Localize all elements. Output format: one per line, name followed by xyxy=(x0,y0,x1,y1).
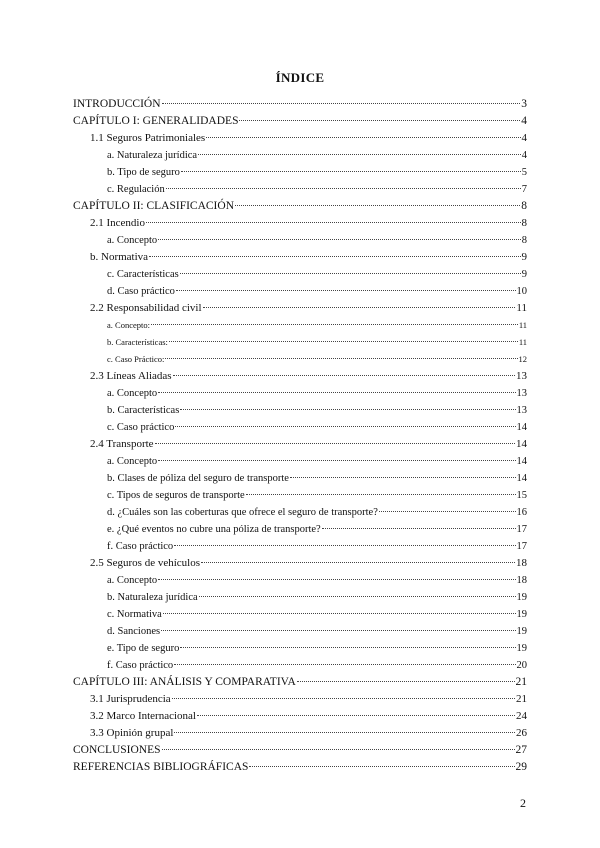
toc-entry-label: c. Regulación xyxy=(107,184,165,195)
dot-leader xyxy=(246,493,516,495)
toc-entry-label: c. Tipos de seguros de transporte xyxy=(107,490,245,501)
page-title: ÍNDICE xyxy=(275,70,325,85)
toc-entry-page: 8 xyxy=(521,217,527,229)
toc-entry-page: 4 xyxy=(521,115,527,127)
toc-entry-label: b. Clases de póliza del seguro de transporte xyxy=(107,473,289,484)
toc-entry[interactable] xyxy=(107,351,527,368)
toc-entry-page: 29 xyxy=(515,761,527,773)
dot-leader xyxy=(166,187,521,189)
toc-entry[interactable] xyxy=(73,96,527,113)
toc-entry-page: 19 xyxy=(516,609,527,620)
toc-entry-page: 11 xyxy=(518,337,527,347)
toc-entry[interactable] xyxy=(107,266,527,283)
toc-entry[interactable] xyxy=(90,130,527,147)
dot-leader xyxy=(158,459,515,461)
toc-entry[interactable] xyxy=(107,589,527,606)
dot-leader xyxy=(249,765,514,767)
toc-entry-page: 13 xyxy=(516,405,527,416)
toc-entry-label: e. Tipo de seguro xyxy=(107,643,180,654)
toc-entry-page: 17 xyxy=(516,524,527,535)
toc-entry[interactable] xyxy=(90,725,527,742)
dot-leader xyxy=(174,544,515,546)
dot-leader xyxy=(180,272,521,274)
toc-entry-page: 12 xyxy=(518,354,527,364)
dot-leader xyxy=(290,476,516,478)
toc-entry[interactable] xyxy=(107,572,527,589)
dot-leader xyxy=(149,255,520,257)
toc-entry-label: b. Naturaleza jurídica xyxy=(107,592,198,603)
toc-entry[interactable] xyxy=(107,487,527,504)
toc-entry-page: 14 xyxy=(516,456,527,467)
toc-entry-page: 20 xyxy=(516,660,527,671)
dot-leader xyxy=(199,595,516,597)
dot-leader xyxy=(176,289,516,291)
toc-entry-label: b. Características: xyxy=(107,337,168,347)
toc-entry-label: 1.1 Seguros Patrimoniales xyxy=(90,132,206,144)
toc-entry-page: 5 xyxy=(521,167,527,178)
toc-entry-label: d. Caso práctico xyxy=(107,286,175,297)
toc-entry-label: REFERENCIAS BIBLIOGRÁFICAS xyxy=(73,761,249,773)
toc-entry-label: d. ¿Cuáles son las coberturas que ofrece el seguro de transporte? xyxy=(107,507,378,518)
dot-leader xyxy=(174,731,515,733)
dot-leader xyxy=(162,748,515,750)
toc-entry[interactable] xyxy=(90,708,527,725)
toc-entry[interactable] xyxy=(90,300,527,317)
toc-entry[interactable] xyxy=(107,164,527,181)
toc-entry-label: 2.3 Líneas Aliadas xyxy=(90,370,172,382)
toc-entry-page: 10 xyxy=(516,286,527,297)
toc-entry-page: 19 xyxy=(516,643,527,654)
dot-leader xyxy=(158,391,515,393)
toc-entry[interactable] xyxy=(107,419,527,436)
toc-entry[interactable] xyxy=(73,674,527,691)
dot-leader xyxy=(173,374,515,376)
toc-entry[interactable] xyxy=(73,759,527,776)
toc-entry-label: 2.1 Incendio xyxy=(90,217,145,229)
dot-leader xyxy=(235,204,520,206)
toc-entry-label: 2.2 Responsabilidad civil xyxy=(90,302,202,314)
dot-leader xyxy=(197,714,515,716)
toc-entry-page: 19 xyxy=(516,592,527,603)
toc-entry-label: b. Tipo de seguro xyxy=(107,167,180,178)
dot-leader xyxy=(297,680,515,682)
toc-entry-page: 11 xyxy=(516,302,527,314)
toc-entry[interactable] xyxy=(90,691,527,708)
toc-entry-page: 9 xyxy=(521,251,527,263)
dot-leader xyxy=(155,442,515,444)
toc-entry[interactable] xyxy=(107,385,527,402)
toc-entry[interactable] xyxy=(90,555,527,572)
toc-entry-label: 2.5 Seguros de vehículos xyxy=(90,557,200,569)
toc-entry[interactable] xyxy=(90,436,527,453)
toc-entry[interactable] xyxy=(107,657,527,674)
dot-leader xyxy=(239,119,520,121)
toc-entry-label: f. Caso práctico xyxy=(107,541,174,552)
toc-entry-label: c. Caso Práctico: xyxy=(107,354,165,364)
dot-leader xyxy=(163,612,516,614)
toc-entry-page: 11 xyxy=(518,320,527,330)
toc-entry[interactable] xyxy=(107,521,527,538)
toc-entry[interactable] xyxy=(107,623,527,640)
toc-entry[interactable] xyxy=(90,215,527,232)
toc-entry-page: 9 xyxy=(521,269,527,280)
toc-entry[interactable] xyxy=(107,606,527,623)
toc-entry-label: a. Naturaleza jurídica xyxy=(107,150,198,161)
toc-entry-label: d. Sanciones xyxy=(107,626,161,637)
toc-entry-label: 3.3 Opinión grupal xyxy=(90,727,174,739)
toc-entry-label: f. Caso práctico xyxy=(107,660,174,671)
toc-entry-page: 26 xyxy=(516,727,527,739)
toc-entry[interactable] xyxy=(107,453,527,470)
dot-leader xyxy=(162,102,521,104)
toc-entry[interactable] xyxy=(107,334,527,351)
toc-entry-label: a. Concepto xyxy=(107,575,158,586)
toc-entry[interactable] xyxy=(90,368,527,385)
toc-entry[interactable] xyxy=(73,742,527,759)
dot-leader xyxy=(158,578,515,580)
dot-leader xyxy=(146,221,521,223)
dot-leader xyxy=(201,561,515,563)
toc-entry[interactable] xyxy=(107,283,527,300)
toc-entry-label: 3.1 Jurisprudencia xyxy=(90,693,171,705)
toc-entry-label: b. Normativa xyxy=(90,251,149,263)
toc-entry[interactable] xyxy=(107,402,527,419)
toc-entry[interactable] xyxy=(107,470,527,487)
dot-leader xyxy=(165,357,517,359)
dot-leader xyxy=(322,527,516,529)
dot-leader xyxy=(180,646,515,648)
toc-entry-label: CAPÍTULO III: ANÁLISIS Y COMPARATIVA xyxy=(73,676,296,688)
dot-leader xyxy=(161,629,515,631)
toc-entry-label: c. Normativa xyxy=(107,609,162,620)
toc-entry-label: e. ¿Qué eventos no cubre una póliza de transporte? xyxy=(107,524,321,535)
toc-entry-page: 14 xyxy=(516,422,527,433)
toc-entry-label: a. Concepto xyxy=(107,388,158,399)
toc-entry-page: 14 xyxy=(516,473,527,484)
toc-entry-page: 13 xyxy=(516,388,527,399)
toc-entry-page: 7 xyxy=(521,184,527,195)
toc-entry-page: 15 xyxy=(516,490,527,501)
toc-entry-page: 18 xyxy=(516,575,527,586)
toc-entry[interactable] xyxy=(73,113,527,130)
toc-entry-label: CAPÍTULO I: GENERALIDADES xyxy=(73,115,239,127)
dot-leader xyxy=(175,425,515,427)
dot-leader xyxy=(198,153,521,155)
toc-entry-page: 17 xyxy=(516,541,527,552)
dot-leader xyxy=(379,510,516,512)
toc-entry[interactable] xyxy=(107,147,527,164)
toc-entry[interactable] xyxy=(107,504,527,521)
dot-leader xyxy=(151,323,518,325)
toc-entry-page: 16 xyxy=(516,507,527,518)
toc-entry[interactable] xyxy=(107,181,527,198)
dot-leader xyxy=(206,136,520,138)
toc-entry-label: a. Concepto xyxy=(107,456,158,467)
toc-entry-label: c. Caso práctico xyxy=(107,422,175,433)
toc-entry-label: CONCLUSIONES xyxy=(73,744,161,756)
toc-entry-page: 8 xyxy=(521,200,527,212)
toc-entry-label: b. Características xyxy=(107,405,180,416)
toc-entry-page: 19 xyxy=(516,626,527,637)
dot-leader xyxy=(172,697,515,699)
toc-entry-page: 24 xyxy=(516,710,527,722)
toc-entry-page: 27 xyxy=(515,744,527,756)
toc-entry-page: 18 xyxy=(516,557,527,569)
dot-leader xyxy=(180,408,515,410)
toc-entry-label: a. Concepto: xyxy=(107,320,150,330)
toc-entry-label: c. Características xyxy=(107,269,179,280)
toc-entry-page: 4 xyxy=(521,132,527,144)
toc-entry[interactable] xyxy=(107,538,527,555)
toc-entry-page: 8 xyxy=(521,235,527,246)
toc-entry-page: 4 xyxy=(521,150,527,161)
dot-leader xyxy=(181,170,521,172)
toc-entry-label: a. Concepto xyxy=(107,235,158,246)
toc-entry-label: 2.4 Transporte xyxy=(90,438,154,450)
toc-entry-page: 14 xyxy=(516,438,527,450)
dot-leader xyxy=(174,663,515,665)
toc-entry[interactable] xyxy=(73,198,527,215)
toc-entry[interactable] xyxy=(107,640,527,657)
dot-leader xyxy=(169,340,518,342)
toc-entry-label: INTRODUCCIÓN xyxy=(73,98,161,110)
toc-entry-label: CAPÍTULO II: CLASIFICACIÓN xyxy=(73,200,234,212)
toc-entry[interactable] xyxy=(90,249,527,266)
page-number: 2 xyxy=(520,796,526,810)
toc-entry-page: 21 xyxy=(516,693,527,705)
toc-entry-page: 13 xyxy=(516,370,527,382)
dot-leader xyxy=(158,238,521,240)
dot-leader xyxy=(203,306,516,308)
toc-entry-page: 3 xyxy=(521,98,527,110)
toc-entry[interactable] xyxy=(107,232,527,249)
toc-entry-label: 3.2 Marco Internacional xyxy=(90,710,196,722)
toc-entry[interactable] xyxy=(107,317,527,334)
toc-entry-page: 21 xyxy=(515,676,527,688)
